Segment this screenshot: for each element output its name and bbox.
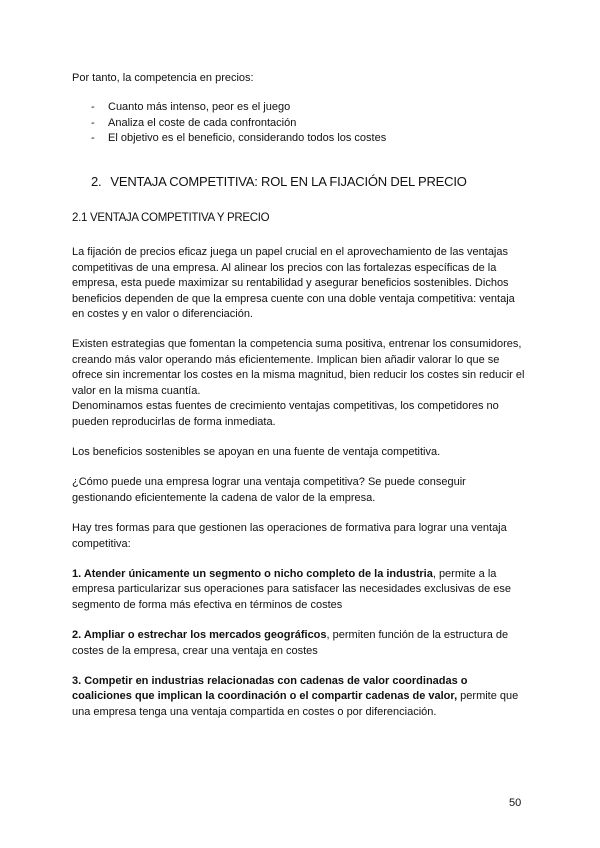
- point-item: [72, 628, 528, 659]
- point-lead: 2. Ampliar o estrechar los mercados geográficos: [72, 629, 327, 642]
- bullet-item: - Analiza el coste de cada confrontación: [91, 116, 528, 131]
- paragraph: La fijación de precios eficaz juega un papel crucial en el aprovechamiento de las ventajas competitivas de una empresa. Al alinear los precios con las fortalezas específicas de la empresa, esta puede maximizar su rentabilidad y asegurar beneficios sostenibles. Dichos beneficios dependen de que la empresa cuente con una doble ventaja competitiva: ventaja en costes y en valor o diferenciación.: [72, 246, 515, 321]
- section-title: VENTAJA COMPETITIVA: ROL EN LA FIJACIÓN DEL PRECIO: [110, 173, 467, 189]
- section-heading: [91, 174, 528, 189]
- paragraph: Hay tres formas para que gestionen las operaciones de formativa para lograr una ventaja competitiva:: [72, 522, 507, 550]
- intro-text: Por tanto, la competencia en precios:: [72, 72, 254, 84]
- point-lead: 1. Atender únicamente un segmento o nicho completo de la industria: [72, 567, 433, 580]
- section-number: 2.: [91, 173, 102, 189]
- bullet-item: - Cuanto más intenso, peor es el juego: [91, 100, 528, 115]
- page-number: 50: [509, 797, 522, 809]
- point-lead: 3. Competir en industrias relacionadas con cadenas de valor coordinadas o coaliciones que implican la coordinación o el compartir cadenas de valor,: [72, 674, 468, 703]
- paragraph: Existen estrategias que fomentan la competencia suma positiva, entrenar los consumidores, creando más valor operando más eficientemente. Implican bien añadir valorar lo que se ofrece sin incrementar los costes en la misma magnitud, bien reducir los costes sin reducir el valor en la misma cuantía.: [72, 338, 525, 397]
- subsection-heading: 2.1 VENTAJA COMPETITIVA Y PRECIO: [72, 212, 270, 225]
- point-item: [72, 567, 528, 613]
- paragraph: Denominamos estas fuentes de crecimiento ventajas competitivas, los competidores no pueden reproducirlas de forma inmediata.: [72, 400, 499, 428]
- paragraph: Los beneficios sostenibles se apoyan en una fuente de ventaja competitiva.: [72, 445, 441, 458]
- bullet-list: [72, 100, 528, 146]
- point-item: [72, 674, 528, 720]
- point-text: permite que una empresa tenga una ventaja compartida en costes o por diferenciación.: [72, 690, 519, 718]
- paragraph: ¿Cómo puede una empresa lograr una ventaja competitiva? Se puede conseguir gestionando eficientemente la cadena de valor de la empresa.: [72, 476, 466, 504]
- point-text: , permite a la empresa particularizar sus operaciones para satisfacer las necesidades exclusivas de ese segmento de forma más efectiva en términos de costes: [72, 567, 512, 611]
- bullet-item: - El objetivo es el beneficio, considerando todos los costes: [91, 131, 528, 146]
- page-content: [72, 71, 528, 735]
- point-text: , permiten función de la estructura de costes de la empresa, crear una ventaja en costes: [72, 629, 509, 657]
